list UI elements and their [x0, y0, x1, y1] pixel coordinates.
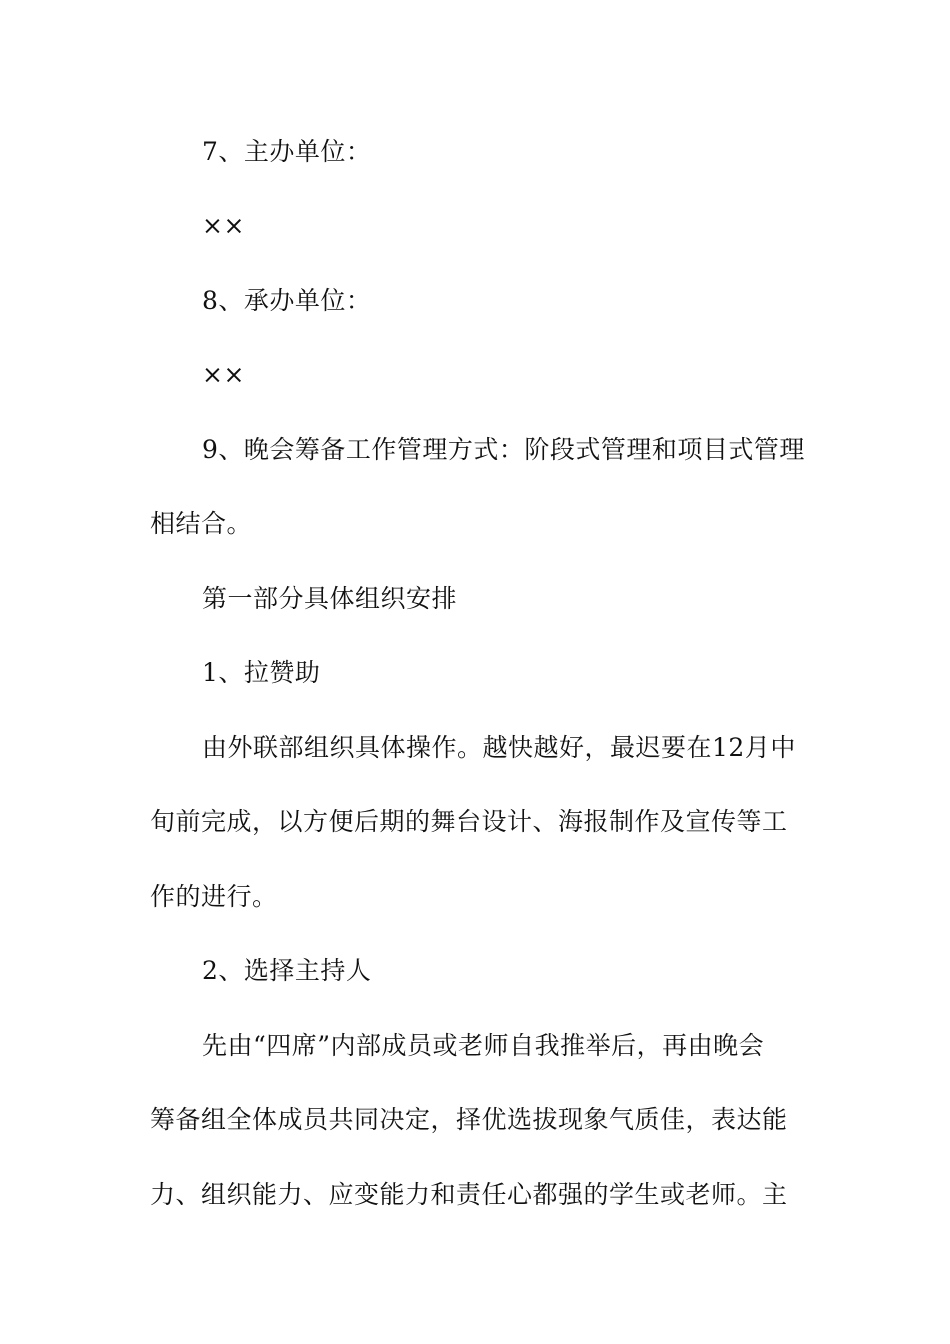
paragraph-2-line-3: 力、组织能力、应变能力和责任心都强的学生或老师。主: [150, 1180, 788, 1209]
item-9-line-2: 相结合。: [150, 509, 253, 538]
item-7-heading: 7、主办单位：: [202, 137, 372, 166]
paragraph-2-line-2: 筹备组全体成员共同决定，择优选拔现象气质佳，表达能: [150, 1105, 788, 1134]
subsection-2-heading: 2、选择主持人: [202, 956, 372, 985]
paragraph-2-line-1: 先由“四席”内部成员或老师自我推举后，再由晚会: [202, 1031, 765, 1060]
section-heading: 第一部分具体组织安排: [202, 584, 458, 613]
subsection-1-heading: 1、拉赞助: [202, 658, 321, 687]
paragraph-1-line-3: 作的进行。: [150, 882, 278, 911]
item-8-value: ××: [202, 360, 245, 389]
item-9-line-1: 9、晚会筹备工作管理方式：阶段式管理和项目式管理: [202, 435, 805, 464]
paragraph-1-line-1: 由外联部组织具体操作。越快越好，最迟要在12月中: [202, 733, 796, 762]
item-8-heading: 8、承办单位：: [202, 286, 372, 315]
paragraph-1-line-2: 旬前完成，以方便后期的舞台设计、海报制作及宣传等工: [150, 807, 788, 836]
item-7-value: ××: [202, 211, 245, 240]
